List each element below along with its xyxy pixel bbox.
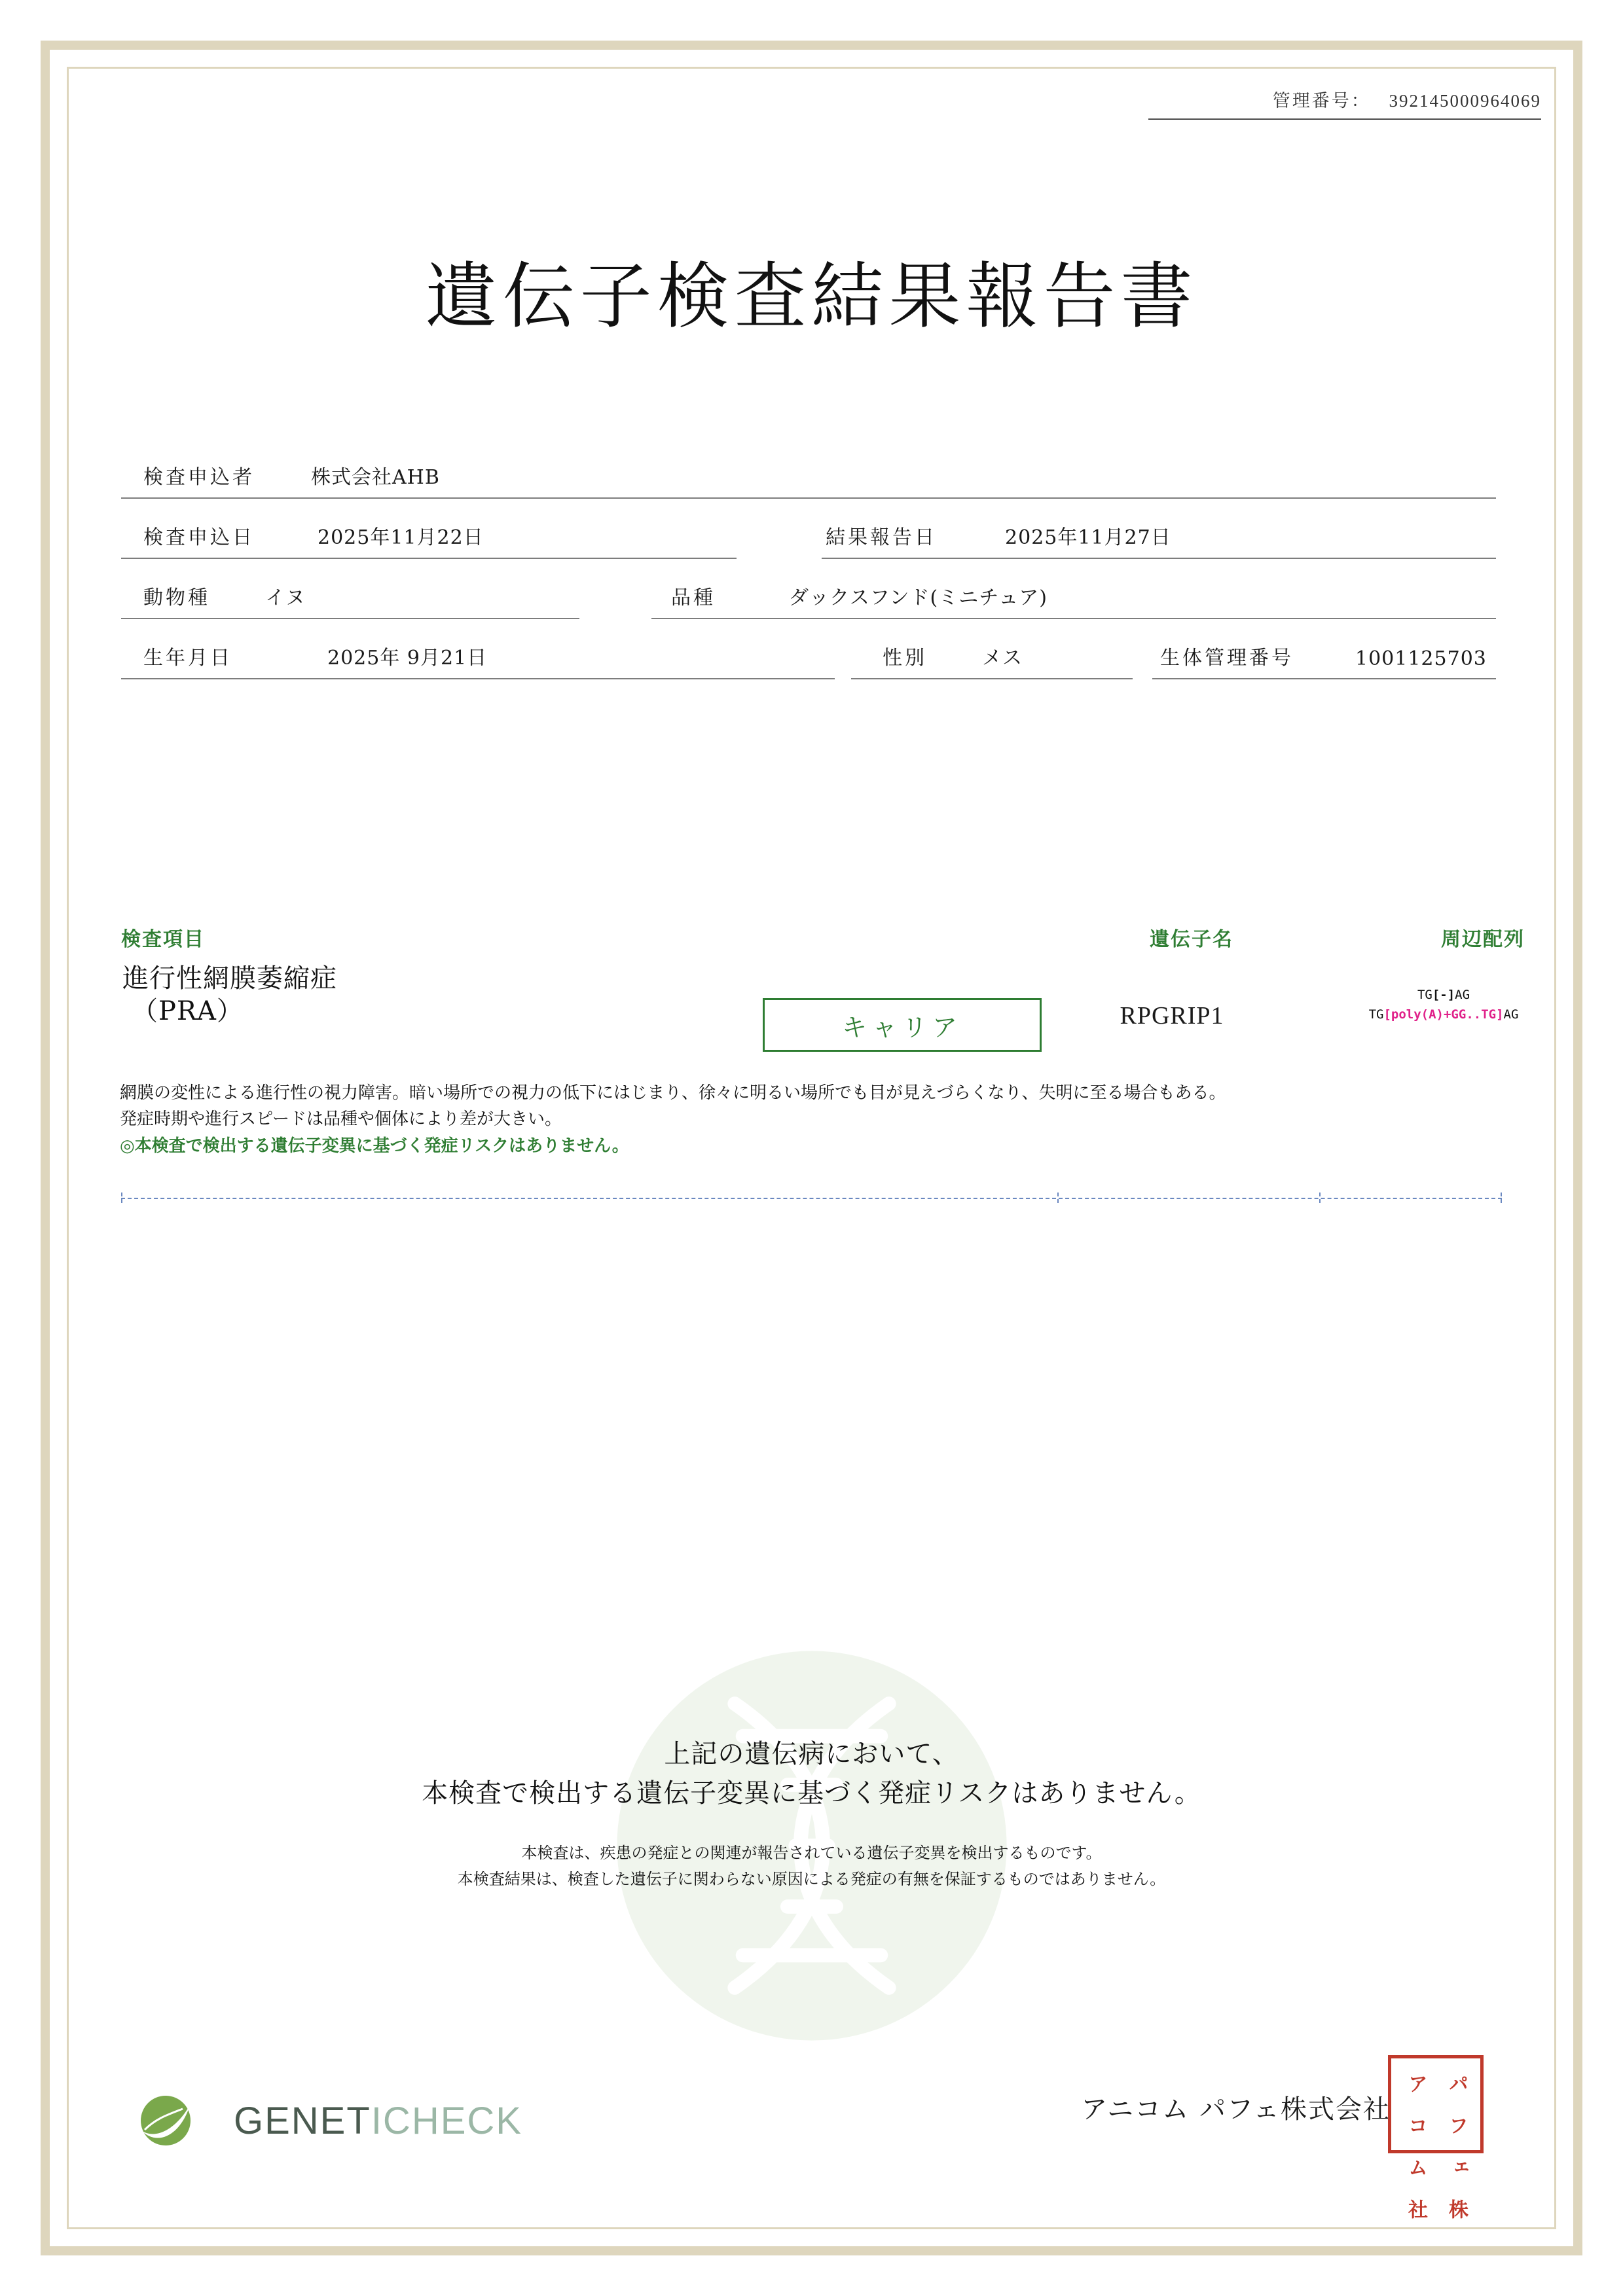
- geneticheck-logo: [134, 2089, 522, 2152]
- logo-wordmark-dark: GENET: [234, 2099, 371, 2142]
- seal-char-2: コ: [1404, 2115, 1427, 2135]
- summary-note: [82, 1840, 1541, 1892]
- flank-l2-variant: [poly(A)+GG..TG]: [1383, 1007, 1504, 1022]
- company-seal-stamp: [1388, 2055, 1484, 2219]
- heading-test-item: 検査項目: [121, 928, 205, 951]
- company-name: アニコム パフェ株式会社: [1081, 2094, 1391, 2125]
- field-birth: [121, 636, 835, 679]
- summary-block: [82, 1734, 1541, 1892]
- seal-char-3: フ: [1445, 2115, 1468, 2135]
- seal-char-4: ム: [1404, 2157, 1427, 2177]
- field-applicant-label: 検査申込者: [143, 466, 255, 489]
- disease-name-main: 進行性網膜萎縮症: [122, 963, 337, 994]
- field-breed-value: ダックスフンド(ミニチュア): [789, 586, 1048, 609]
- logo-wordmark-light: ICHECK: [371, 2099, 522, 2142]
- field-species: [121, 576, 579, 619]
- flanking-sequence-line2: [1313, 1005, 1575, 1024]
- info-block: [121, 439, 1502, 679]
- description-line-2: 発症時期や進行スピードは品種や個体により差が大きい。: [120, 1109, 562, 1130]
- divider-tick-end: [1501, 1193, 1502, 1203]
- page-title: 遺伝子検査結果報告書: [425, 255, 1198, 338]
- logo-wordmark: [234, 2099, 522, 2143]
- field-report-date-value: 2025年11月27日: [1005, 526, 1171, 549]
- divider-tick-right: [1319, 1193, 1321, 1203]
- seal-char-7: 株: [1445, 2199, 1468, 2219]
- field-applicant-value: 株式会社AHB: [311, 466, 440, 489]
- flanking-sequence: [1313, 985, 1575, 1025]
- divider-tick-middle: [1057, 1193, 1059, 1203]
- result-table-headings: [121, 923, 1525, 952]
- summary-line-2: 本検査で検出する遺伝子変異に基づく発症リスクはありません。: [422, 1778, 1201, 1808]
- field-species-label: 動物種: [143, 586, 210, 609]
- field-apply-date-label: 検査申込日: [143, 526, 255, 549]
- field-apply-date-value: 2025年11月22日: [318, 526, 484, 549]
- seal-char-1: パ: [1445, 2073, 1468, 2093]
- leaf-logo-icon: [134, 2089, 219, 2152]
- page-content: [82, 72, 1541, 2224]
- field-animal-id: [1152, 636, 1496, 679]
- seal-char-5: ェ: [1445, 2157, 1468, 2177]
- section-divider: [121, 1198, 1502, 1199]
- disease-description: [120, 1080, 1502, 1159]
- control-number-value: 392145000964069: [1389, 91, 1541, 111]
- gene-name-value: RPGRIP1: [1120, 1002, 1224, 1030]
- status-badge: キャリア: [763, 998, 1042, 1052]
- info-row-birth: [121, 619, 1502, 679]
- field-animal-id-value: 1001125703: [1355, 647, 1487, 670]
- disease-name-sub: （PRA）: [132, 996, 244, 1026]
- field-applicant: [121, 456, 1496, 499]
- flank-l1-pre: TG: [1417, 988, 1432, 1002]
- field-species-value: イヌ: [265, 586, 306, 609]
- summary-note-2: 本検査結果は、検査した遺伝子に関わらない原因による発症の有無を保証するものではありません。: [457, 1869, 1166, 1888]
- info-row-applicant: [121, 439, 1502, 499]
- heading-flanking-sequence: 周辺配列: [1441, 928, 1525, 951]
- info-row-dates: [121, 499, 1502, 559]
- summary-line-1: 上記の遺伝病において、: [664, 1739, 959, 1769]
- field-report-date-label: 結果報告日: [826, 526, 937, 549]
- field-sex-value: メス: [982, 647, 1023, 670]
- flank-l2-pre: TG: [1368, 1007, 1384, 1022]
- field-breed: [651, 576, 1496, 619]
- seal-char-6: 社: [1404, 2199, 1427, 2219]
- field-birth-value: 2025年 9月21日: [327, 647, 488, 670]
- summary-note-1: 本検査は、疾患の発症との関連が報告されている遺伝子変異を検出するものです。: [521, 1844, 1102, 1862]
- info-row-species: [121, 559, 1502, 619]
- control-number: [1148, 86, 1541, 120]
- divider-tick-left: [121, 1193, 122, 1203]
- field-sex-label: 性別: [883, 647, 927, 670]
- field-birth-label: 生年月日: [143, 647, 232, 670]
- heading-gene-name: 遺伝子名: [1150, 928, 1233, 951]
- flanking-sequence-line1: [1313, 985, 1575, 1005]
- disease-name: [122, 962, 337, 1028]
- seal-char-0: ア: [1404, 2073, 1427, 2093]
- flank-l2-post: AG: [1503, 1007, 1519, 1022]
- field-apply-date: [121, 516, 737, 559]
- control-number-label: 管理番号：: [1272, 91, 1371, 111]
- field-report-date: [822, 516, 1496, 559]
- flank-l1-post: AG: [1455, 988, 1470, 1002]
- flank-l1-bracket: [-]: [1432, 988, 1455, 1002]
- field-animal-id-label: 生体管理番号: [1160, 647, 1294, 670]
- description-line-1: 網膜の変性による進行性の視力障害。暗い場所での視力の低下にはじまり、徐々に明るい場所でも目が見えづらくなり、失明に至る場合もある。: [120, 1083, 1226, 1103]
- description-line-3: ◎本検査で検出する遺伝子変異に基づく発症リスクはありません。: [120, 1136, 629, 1156]
- field-sex: [851, 636, 1133, 679]
- field-breed-label: 品種: [671, 586, 716, 609]
